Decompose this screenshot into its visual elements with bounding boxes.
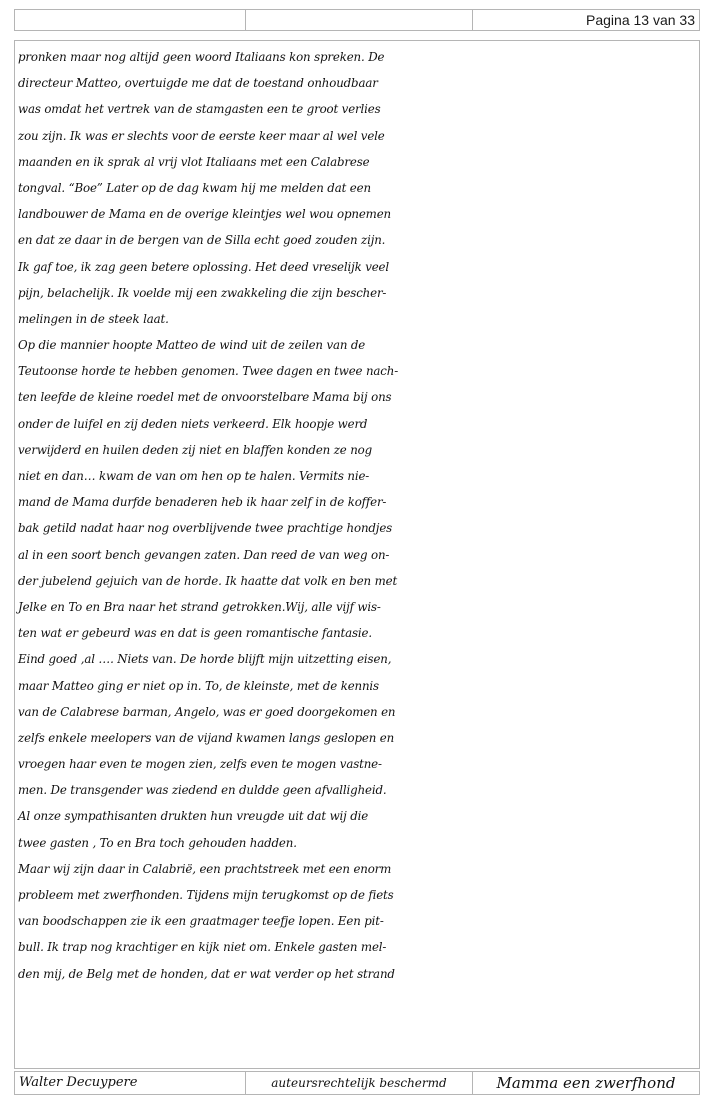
text-line: Jelke en To en Bra naar het strand getrokken.Wij, alle vijf wis- bbox=[18, 599, 381, 614]
text-line: Al onze sympathisanten drukten hun vreugde uit dat wij die bbox=[18, 809, 369, 824]
text-line: al in een soort bench gevangen zaten. Dan reed de van weg on- bbox=[18, 547, 390, 562]
text-line: melingen in de steek laat. bbox=[18, 311, 169, 326]
page-number-label: Pagina 13 van 33 bbox=[586, 12, 695, 28]
text-line: zou zijn. Ik was er slechts voor de eerste keer maar al wel vele bbox=[18, 128, 385, 143]
text-line: zelfs enkele meelopers van de vijand kwamen langs geslopen en bbox=[18, 730, 395, 745]
text-line: Ik gaf toe, ik zag geen betere oplossing. Het deed vreselijk veel bbox=[18, 259, 389, 274]
text-line: probleem met zwerfhonden. Tijdens mijn terugkomst op de fiets bbox=[18, 888, 394, 902]
body-text bbox=[18, 44, 698, 987]
text-line: onder de luifel en zij deden niets verkeerd. Elk hoopje werd bbox=[18, 416, 368, 431]
text-line: mand de Mama durfde benaderen heb ik haar zelf in de koffer- bbox=[18, 495, 387, 510]
text-line: maanden en ik sprak al vrij vlot Italiaans met een Calabrese bbox=[18, 154, 370, 169]
text-line: ten wat er gebeurd was en dat is geen romantische fantasie. bbox=[18, 626, 372, 641]
text-line: Op die mannier hoopte Matteo de wind uit de zeilen van de bbox=[18, 338, 366, 353]
text-line: men. De transgender was ziedend en duldde geen afvalligheid. bbox=[18, 783, 387, 798]
text-line: ten leefde de kleine roedel met de onvoorstelbare Mama bij ons bbox=[18, 390, 392, 405]
text-line: vroegen haar even te mogen zien, zelfs even te mogen vastne- bbox=[18, 757, 382, 772]
text-line: landbouwer de Mama en de overige kleintjes wel wou opnemen bbox=[18, 207, 391, 222]
text-line: den mij, de Belg met de honden, dat er wat verder op het strand bbox=[18, 966, 395, 981]
text-line: directeur Matteo, overtuigde me dat de toestand onhoudbaar bbox=[18, 76, 378, 91]
footer-copyright: auteursrechtelijk beschermd bbox=[246, 1072, 473, 1094]
text-line: en dat ze daar in de bergen van de Silla echt goed zouden zijn. bbox=[18, 233, 386, 248]
text-line: tongval. “Boe” Later op de dag kwam hij me melden dat een bbox=[18, 180, 371, 195]
header-cell-left bbox=[15, 10, 246, 30]
text-line: der jubelend gejuich van de horde. Ik haatte dat volk en ben met bbox=[18, 573, 398, 588]
text-line: pijn, belachelijk. Ik voelde mij een zwakkeling die zijn bescher- bbox=[18, 285, 387, 300]
page-header bbox=[14, 9, 700, 31]
body-text-frame bbox=[14, 40, 700, 1069]
text-line: Maar wij zijn daar in Calabrië, een prachtstreek met een enorm bbox=[18, 861, 392, 876]
header-cell-middle bbox=[246, 10, 473, 30]
text-line: van boodschappen zie ik een graatmager teefje lopen. Een pit- bbox=[18, 914, 384, 929]
text-line: verwijderd en huilen deden zij niet en blaffen konden ze nog bbox=[18, 442, 373, 457]
text-line: van de Calabrese barman, Angelo, was er goed doorgekomen en bbox=[18, 704, 396, 719]
text-line: bak getild nadat haar nog overblijvende twee prachtige hondjes bbox=[18, 521, 393, 536]
footer-book-title: Mamma een zwerfhond bbox=[496, 1074, 676, 1092]
page-footer bbox=[14, 1071, 700, 1095]
text-line: Eind goed ,al …. Niets van. De horde blijft mijn uitzetting eisen, bbox=[18, 652, 392, 667]
text-line: twee gasten , To en Bra toch gehouden hadden. bbox=[18, 835, 297, 850]
text-line: was omdat het vertrek van de stamgasten een te groot verlies bbox=[18, 102, 381, 117]
text-line: niet en dan… kwam de van om hen op te halen. Vermits nie- bbox=[18, 469, 370, 483]
text-line: Teutoonse horde te hebben genomen. Twee dagen en twee nach- bbox=[18, 364, 399, 379]
text-line: bull. Ik trap nog krachtiger en kijk niet om. Enkele gasten mel- bbox=[18, 940, 387, 955]
text-line: pronken maar nog altijd geen woord Italiaans kon spreken. De bbox=[18, 50, 385, 64]
footer-author: Walter Decuypere bbox=[15, 1072, 246, 1094]
text-line: maar Matteo ging er niet op in. To, de kleinste, met de kennis bbox=[18, 678, 379, 693]
